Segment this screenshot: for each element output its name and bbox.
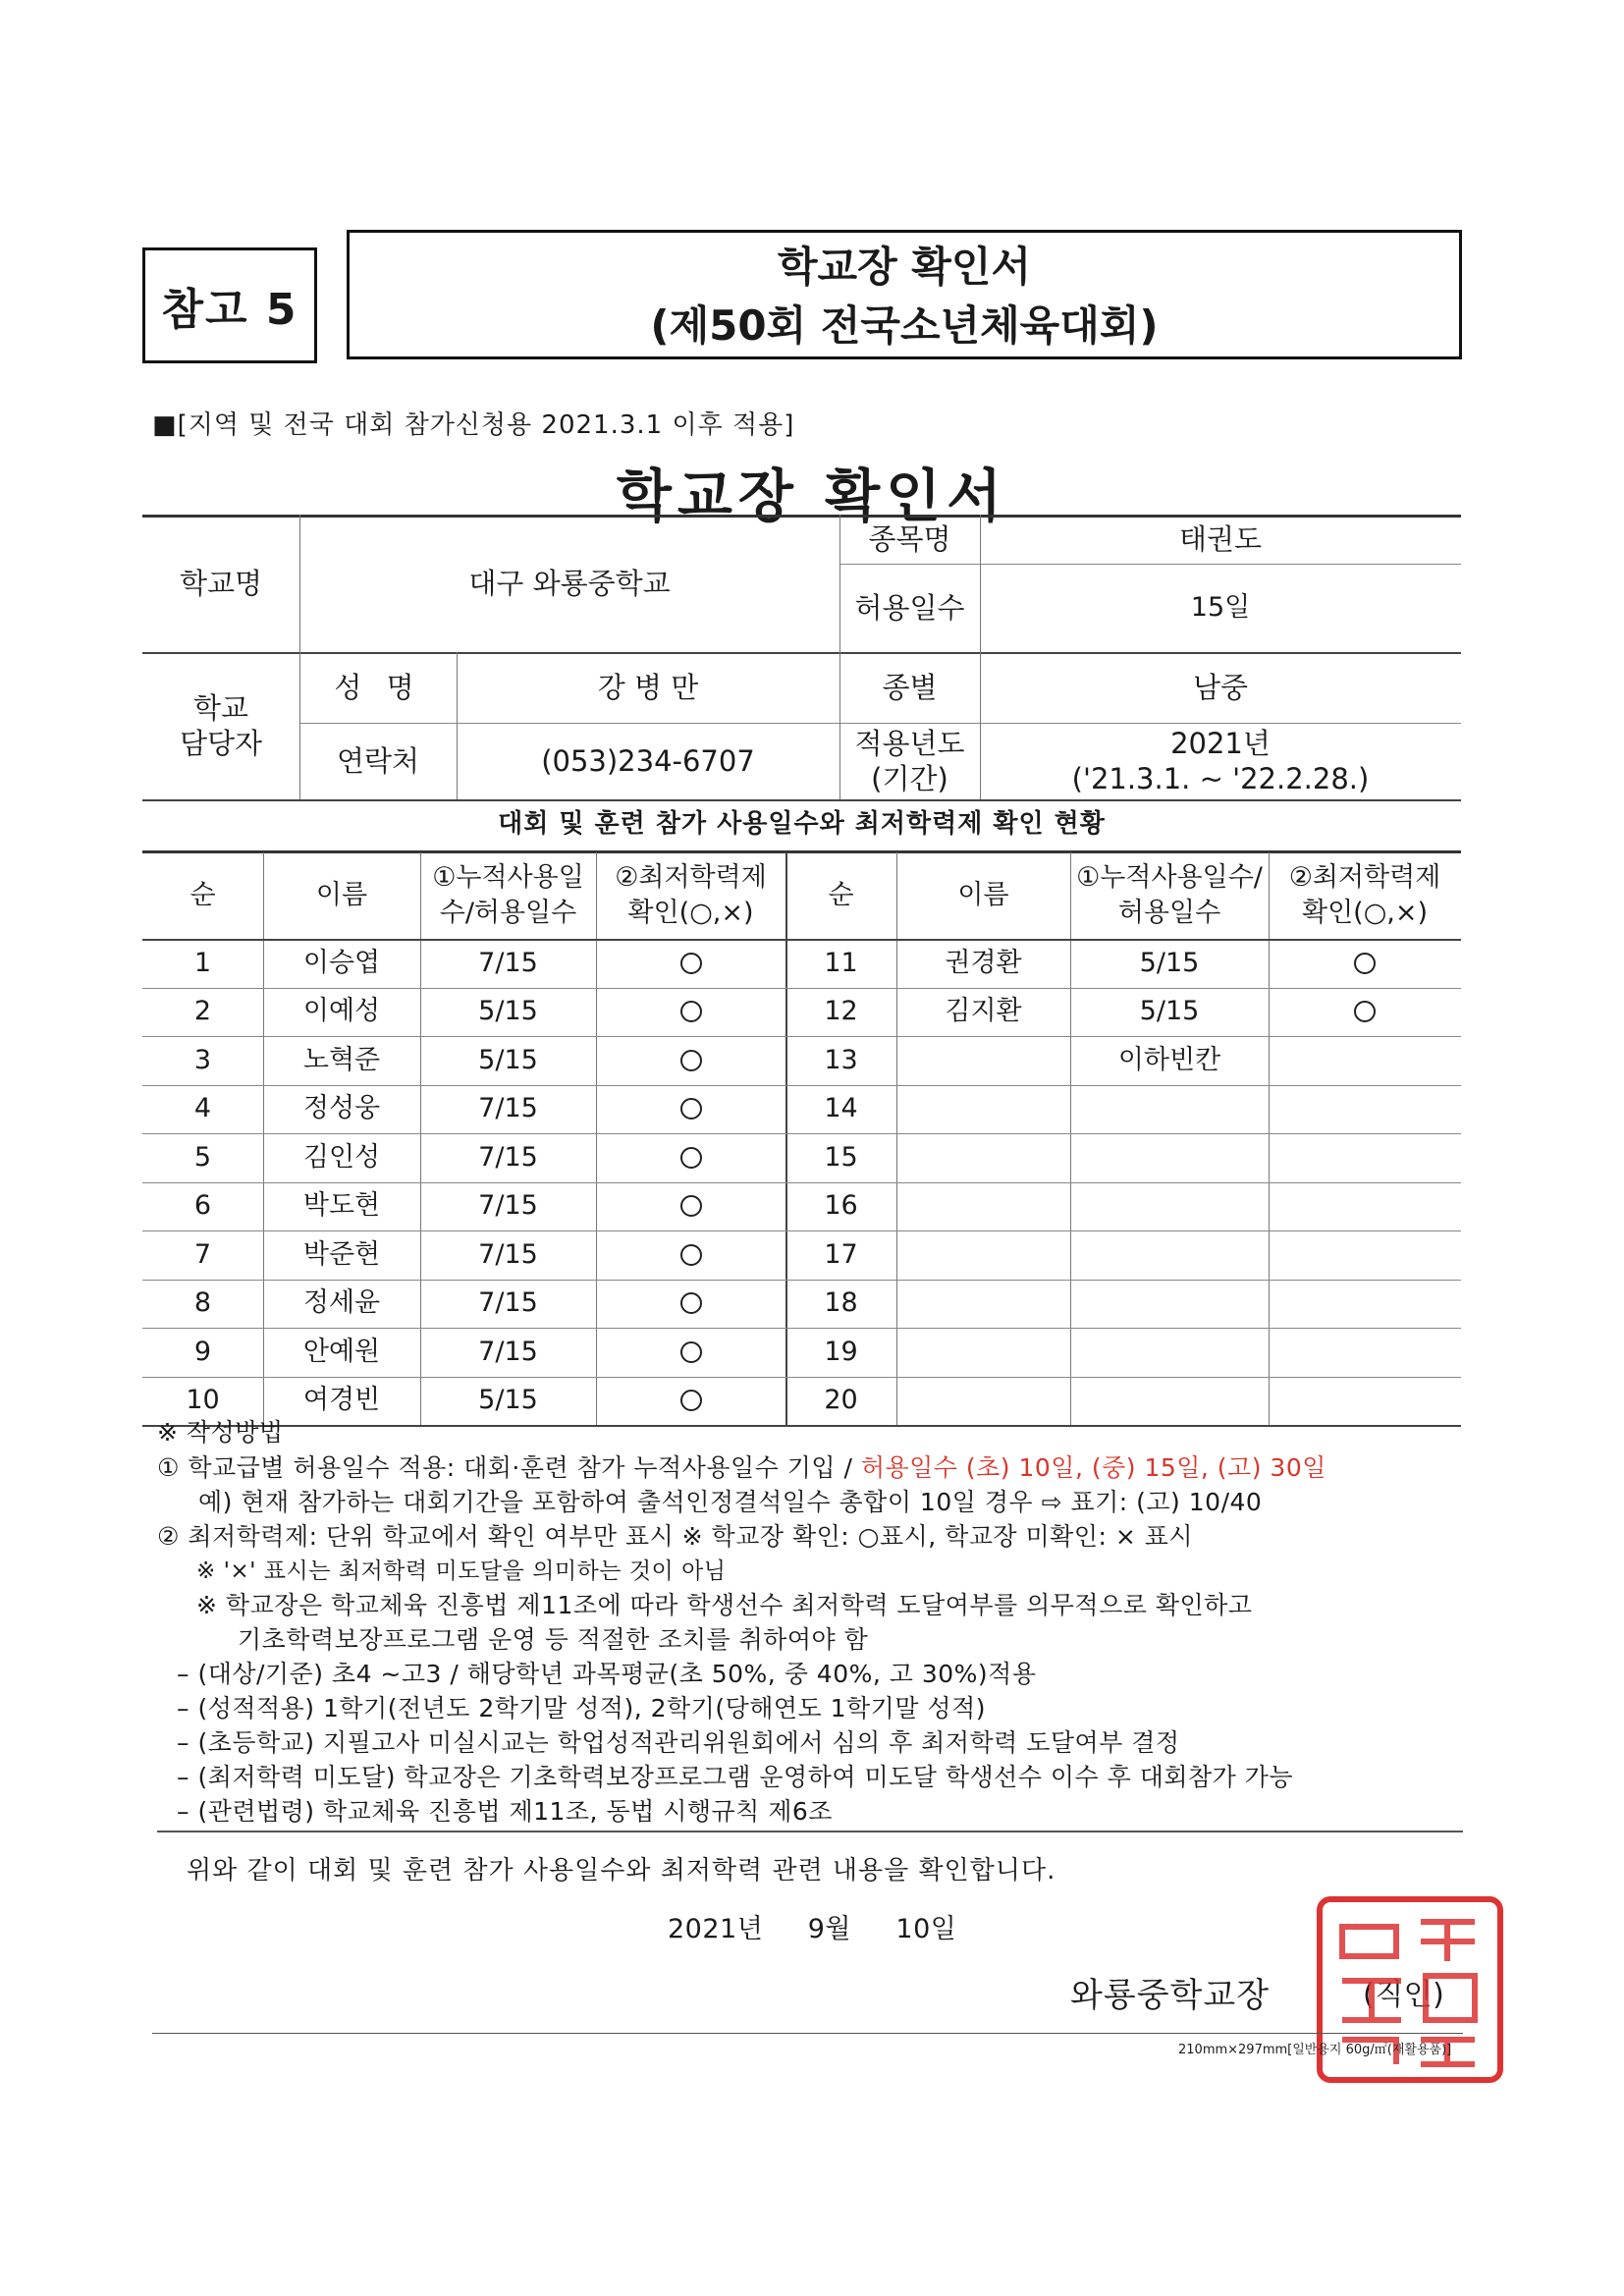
min-academic-check <box>596 1230 785 1280</box>
min-academic-check <box>1269 988 1461 1037</box>
method-bottom-border <box>157 1831 1463 1832</box>
method-line <box>157 1451 1326 1485</box>
row-number: 12 <box>824 996 858 1027</box>
student-name: 정성웅 <box>302 1093 381 1124</box>
student-name: 김인성 <box>302 1141 381 1173</box>
header-min-academic-line-2: 확인(○,×) <box>627 898 754 928</box>
min-academic-check <box>596 1085 785 1134</box>
min-academic-check <box>596 1036 785 1085</box>
method-line: ※ '×' 표시는 최저학력 미도달을 의미하는 것이 아님 <box>196 1558 727 1584</box>
year-value-line-1: 2021년 <box>1170 727 1271 760</box>
student-name: 노혁준 <box>302 1044 381 1075</box>
date-month: 9월 <box>807 1914 851 1944</box>
header-name: 이름 <box>315 880 368 910</box>
school-name-label: 학교명 <box>179 567 263 600</box>
min-academic-check <box>1269 1377 1461 1426</box>
reference-label: 참고 5 <box>142 247 317 363</box>
signer: 와룡중학교장 <box>1070 1976 1271 2015</box>
student-name <box>896 1133 1070 1182</box>
method-line: ※ 학교장은 학교체육 진흥법 제11조에 따라 학생선수 최저학력 도달여부를 의무적으로 확인하고 <box>196 1591 1253 1619</box>
student-name: 여경빈 <box>302 1385 381 1416</box>
min-academic-check <box>1269 1182 1461 1231</box>
circle-check-icon <box>680 1244 702 1266</box>
days-used: 5/15 <box>1139 996 1200 1027</box>
title-line-2: (제50회 전국소년체육대회) <box>650 301 1159 350</box>
min-academic-check <box>596 939 785 988</box>
row-number: 9 <box>193 1336 212 1367</box>
year-label-line-2: (기간) <box>871 762 948 795</box>
row-number: 1 <box>193 947 212 978</box>
days-used <box>1070 1328 1269 1377</box>
days-used <box>1070 1133 1269 1182</box>
header-order-right: 순 <box>828 880 854 910</box>
student-name: 박준현 <box>302 1238 381 1270</box>
days-used: 이하빈칸 <box>1117 1044 1221 1075</box>
event-value: 태권도 <box>1178 522 1263 556</box>
min-academic-check <box>1269 1133 1461 1182</box>
circle-check-icon <box>1354 953 1376 974</box>
row-number: 2 <box>193 996 212 1027</box>
header-min-academic-right-line-2: 확인(○,×) <box>1302 898 1428 928</box>
circle-check-icon <box>680 1098 702 1120</box>
min-academic-check <box>596 1133 785 1182</box>
min-academic-check <box>1269 1085 1461 1134</box>
days-used: 5/15 <box>478 1385 538 1416</box>
header-min-academic-right <box>1269 852 1461 939</box>
days-used <box>1070 1182 1269 1231</box>
circle-check-icon <box>680 1001 702 1022</box>
days-used <box>1070 1085 1269 1134</box>
student-name <box>896 1182 1070 1231</box>
row-number: 11 <box>824 947 858 978</box>
method-line: – (대상/기준) 초4 ~고3 / 해당학년 과목평균(초 50%, 중 40%, 고 30%)적용 <box>177 1660 1037 1688</box>
min-academic-check <box>1269 1036 1461 1085</box>
circle-check-icon <box>680 1341 702 1363</box>
method-line: 기초학력보장프로그램 운영 등 적절한 조치를 취하여야 함 <box>238 1625 869 1654</box>
event-label: 종목명 <box>868 522 951 556</box>
manager-label <box>142 652 299 799</box>
row-number: 13 <box>824 1044 858 1075</box>
header-days-line-2: 수/허용일수 <box>439 898 577 928</box>
method-line-1a: ① 학교급별 허용일수 적용: 대회·훈련 참가 누적사용일수 기입 / <box>157 1453 853 1482</box>
days-used: 5/15 <box>478 996 538 1027</box>
days-used <box>1070 1377 1269 1426</box>
year-label-line-1: 적용년도 <box>854 727 965 760</box>
header-name-right: 이름 <box>957 880 1009 910</box>
student-name: 이승엽 <box>302 947 381 978</box>
min-academic-check <box>1269 1230 1461 1280</box>
min-academic-check <box>596 1182 785 1231</box>
method-line: – (초등학교) 지필고사 미실시교는 학업성적관리위원회에서 심의 후 최저학력 도달여부 결정 <box>177 1728 1180 1757</box>
method-title: ※ 작성방법 <box>157 1418 284 1447</box>
row-number: 19 <box>824 1336 858 1367</box>
title-line-1: 학교장 확인서 <box>777 243 1032 291</box>
row-number: 6 <box>193 1190 212 1222</box>
min-academic-check <box>1269 1280 1461 1329</box>
allowed-days-label: 허용일수 <box>854 591 965 625</box>
days-used: 5/15 <box>1139 947 1200 978</box>
row-number: 10 <box>186 1385 220 1416</box>
header-days-right <box>1070 852 1269 939</box>
days-used: 7/15 <box>478 1141 538 1173</box>
circle-check-icon <box>1354 1001 1376 1022</box>
date-year: 2021년 <box>668 1914 764 1944</box>
manager-label-line-2: 담당자 <box>179 727 263 760</box>
min-academic-check <box>596 1377 785 1426</box>
circle-check-icon <box>680 953 702 974</box>
row-number: 4 <box>193 1093 212 1124</box>
manager-label-line-1: 학교 <box>192 691 249 725</box>
name-label: 성 명 <box>334 671 422 704</box>
category-value: 남중 <box>1192 671 1249 704</box>
student-name <box>896 1085 1070 1134</box>
year-value-line-2: ('21.3.1. ~ '22.2.28.) <box>1071 762 1370 795</box>
student-name: 안예원 <box>302 1336 381 1367</box>
manager-name-value: 강 병 만 <box>597 671 699 704</box>
days-used: 5/15 <box>478 1044 538 1075</box>
row-number: 8 <box>193 1287 212 1319</box>
student-name: 권경환 <box>945 947 1022 978</box>
circle-check-icon <box>680 1050 702 1071</box>
circle-check-icon <box>680 1195 702 1217</box>
days-used: 7/15 <box>478 1238 538 1270</box>
row-number: 17 <box>824 1238 858 1270</box>
header-days <box>420 852 596 939</box>
school-name-value: 대구 와룡중학교 <box>468 567 671 600</box>
header-min-academic-right-line-1: ②최저학력제 <box>1288 862 1441 893</box>
student-name: 김지환 <box>945 996 1022 1027</box>
days-used: 7/15 <box>478 1093 538 1124</box>
row-number: 5 <box>193 1141 212 1173</box>
year-label <box>839 723 980 799</box>
seal-label: (직인) <box>1363 1978 1445 2012</box>
student-name: 이예성 <box>302 996 381 1027</box>
circle-check-icon <box>680 1292 702 1314</box>
title-box <box>347 230 1462 359</box>
min-academic-check <box>1269 939 1461 988</box>
method-line: 예) 현재 참가하는 대회기간을 포함하여 출석인정결석일수 총합이 10일 경우 ⇨ 표기: (고) 10/40 <box>198 1488 1263 1516</box>
row-number: 18 <box>824 1287 858 1319</box>
document-title: 학교장 확인서 <box>616 463 1008 529</box>
header-days-line-1: ①누적사용일 <box>432 862 584 893</box>
method-line-1b: 허용일수 (초) 10일, (중) 15일, (고) 30일 <box>860 1453 1326 1482</box>
date-day: 10일 <box>895 1914 957 1944</box>
min-academic-check <box>596 988 785 1037</box>
date <box>668 1913 956 1946</box>
method-line: – (성적적용) 1학기(전년도 2학기말 성적), 2학기(당해연도 1학기말 성적) <box>177 1694 986 1722</box>
days-used: 7/15 <box>478 947 538 978</box>
days-used: 7/15 <box>478 1287 538 1319</box>
method-line: – (관련법령) 학교체육 진흥법 제11조, 동법 시행규칙 제6조 <box>177 1797 833 1826</box>
table-row-line <box>142 1425 1461 1427</box>
student-name: 정세윤 <box>302 1287 381 1319</box>
status-title: 대회 및 훈련 참가 사용일수와 최저학력제 확인 현황 <box>498 809 1106 839</box>
row-number: 14 <box>824 1093 858 1124</box>
row-number: 16 <box>824 1190 858 1222</box>
row-number: 3 <box>193 1044 212 1075</box>
category-label: 종별 <box>882 671 938 704</box>
applicability-note: ■[지역 및 전국 대회 참가신청용 2021.3.1 이후 적용] <box>152 410 795 440</box>
student-name <box>896 1230 1070 1280</box>
min-academic-check <box>1269 1328 1461 1377</box>
student-name <box>896 1328 1070 1377</box>
allowed-days-value: 15일 <box>1190 592 1251 623</box>
student-name: 박도현 <box>302 1190 381 1222</box>
method-line: – (최저학력 미도달) 학교장은 기초학력보장프로그램 운영하여 미도달 학생선수 이수 후 대회참가 가능 <box>177 1763 1294 1791</box>
row-number: 20 <box>824 1385 858 1416</box>
circle-check-icon <box>680 1390 702 1411</box>
paper-spec: 210mm×297mm[일반용지 60g/㎡(재활용품)] <box>1178 2043 1452 2057</box>
year-value <box>980 723 1461 799</box>
header-days-right-line-1: ①누적사용일수/ <box>1076 862 1263 893</box>
min-academic-check <box>596 1280 785 1329</box>
days-used <box>1070 1280 1269 1329</box>
contact-value: (053)234-6707 <box>541 744 755 778</box>
row-number: 15 <box>824 1141 858 1173</box>
header-days-right-line-2: 허용일수 <box>1117 898 1221 928</box>
student-name <box>896 1377 1070 1426</box>
student-name <box>896 1036 1070 1085</box>
student-name <box>896 1280 1070 1329</box>
method-line: ② 최저학력제: 단위 학교에서 확인 여부만 표시 ※ 학교장 확인: ○표시, 학교장 미확인: × 표시 <box>157 1522 1194 1551</box>
days-used: 7/15 <box>478 1190 538 1222</box>
header-min-academic-line-1: ②최저학력제 <box>615 862 767 893</box>
min-academic-check <box>596 1328 785 1377</box>
circle-check-icon <box>680 1147 702 1169</box>
row-number: 7 <box>193 1238 212 1270</box>
days-used: 7/15 <box>478 1336 538 1367</box>
footer-line <box>152 2033 1463 2034</box>
header-order: 순 <box>189 880 216 910</box>
header-min-academic <box>596 852 785 939</box>
days-used <box>1070 1230 1269 1280</box>
contact-label: 연락처 <box>336 744 420 778</box>
confirmation-text: 위와 같이 대회 및 훈련 참가 사용일수와 최저학력 관련 내용을 확인합니다. <box>187 1856 1056 1886</box>
